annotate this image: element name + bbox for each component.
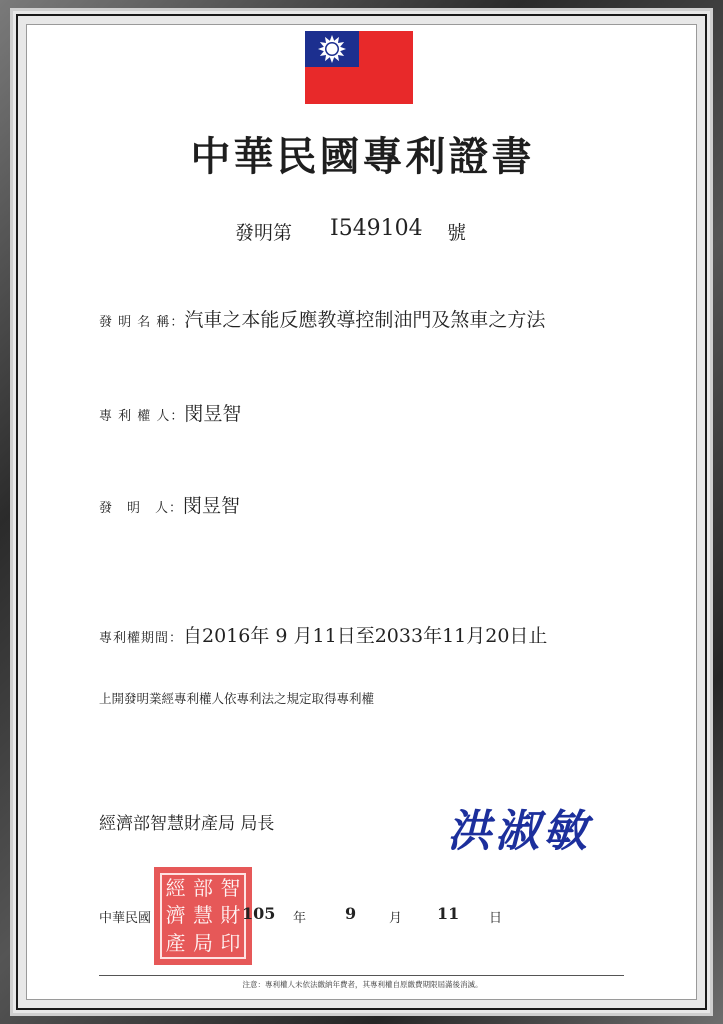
term-label: 專利權期間： <box>99 631 184 646</box>
date-year-unit: 年 <box>293 911 307 926</box>
grant-statement: 上開發明業經專利權人依專利法之規定取得專利權 <box>99 691 375 706</box>
number-prefix: 發明第 <box>235 222 293 244</box>
number-suffix: 號 <box>447 222 467 244</box>
inventor-value: 閔昱智 <box>183 495 241 517</box>
invention-name-label: 發 明 名 稱： <box>99 315 185 330</box>
date-day: 11 <box>437 904 460 923</box>
seal-char: 財 <box>220 903 241 928</box>
white-sun-icon <box>305 31 359 67</box>
seal-char: 慧 <box>192 903 213 928</box>
term-value: 自2016年 9 月11日至2033年11月20日止 <box>183 625 548 647</box>
patent-number-row <box>27 218 698 246</box>
seal-char: 經 <box>165 876 186 900</box>
issuer-title: 經濟部智慧財產局 局長 <box>99 814 275 834</box>
patentee-row <box>99 399 241 426</box>
patentee-label: 專 利 權 人： <box>99 409 185 424</box>
director-signature: 洪淑敏 <box>447 806 591 857</box>
term-row <box>99 621 547 648</box>
seal-characters <box>160 873 246 959</box>
seal-char: 局 <box>192 930 213 955</box>
flag-canton <box>305 31 359 67</box>
invention-name-value: 汽車之本能反應教導控制油門及煞車之方法 <box>184 309 546 331</box>
seal-char: 濟 <box>165 903 186 928</box>
seal-char: 印 <box>220 930 241 955</box>
seal-char: 智 <box>220 876 241 900</box>
inventor-row <box>99 491 240 518</box>
date-year: 105 <box>242 904 276 923</box>
official-seal <box>154 867 252 965</box>
certificate-paper <box>26 24 697 1000</box>
footer-note: 注意：專利權人未依法繳納年費者，其專利權自原繳費期限屆滿後消滅。 <box>242 980 483 989</box>
date-day-unit: 日 <box>489 911 503 926</box>
inventor-label: 發 明 人： <box>99 501 184 516</box>
footer-divider <box>99 975 624 976</box>
date-month: 9 <box>345 904 357 923</box>
patent-number: I549104 <box>330 216 423 241</box>
roc-flag <box>305 31 413 104</box>
seal-char: 產 <box>165 930 186 955</box>
invention-name-row <box>99 305 545 332</box>
date-era: 中華民國 <box>99 911 152 926</box>
date-month-unit: 月 <box>389 911 403 926</box>
seal-char: 部 <box>192 876 213 900</box>
patentee-value: 閔昱智 <box>184 403 242 425</box>
page-title: 中華民國專利證書 <box>190 133 535 180</box>
